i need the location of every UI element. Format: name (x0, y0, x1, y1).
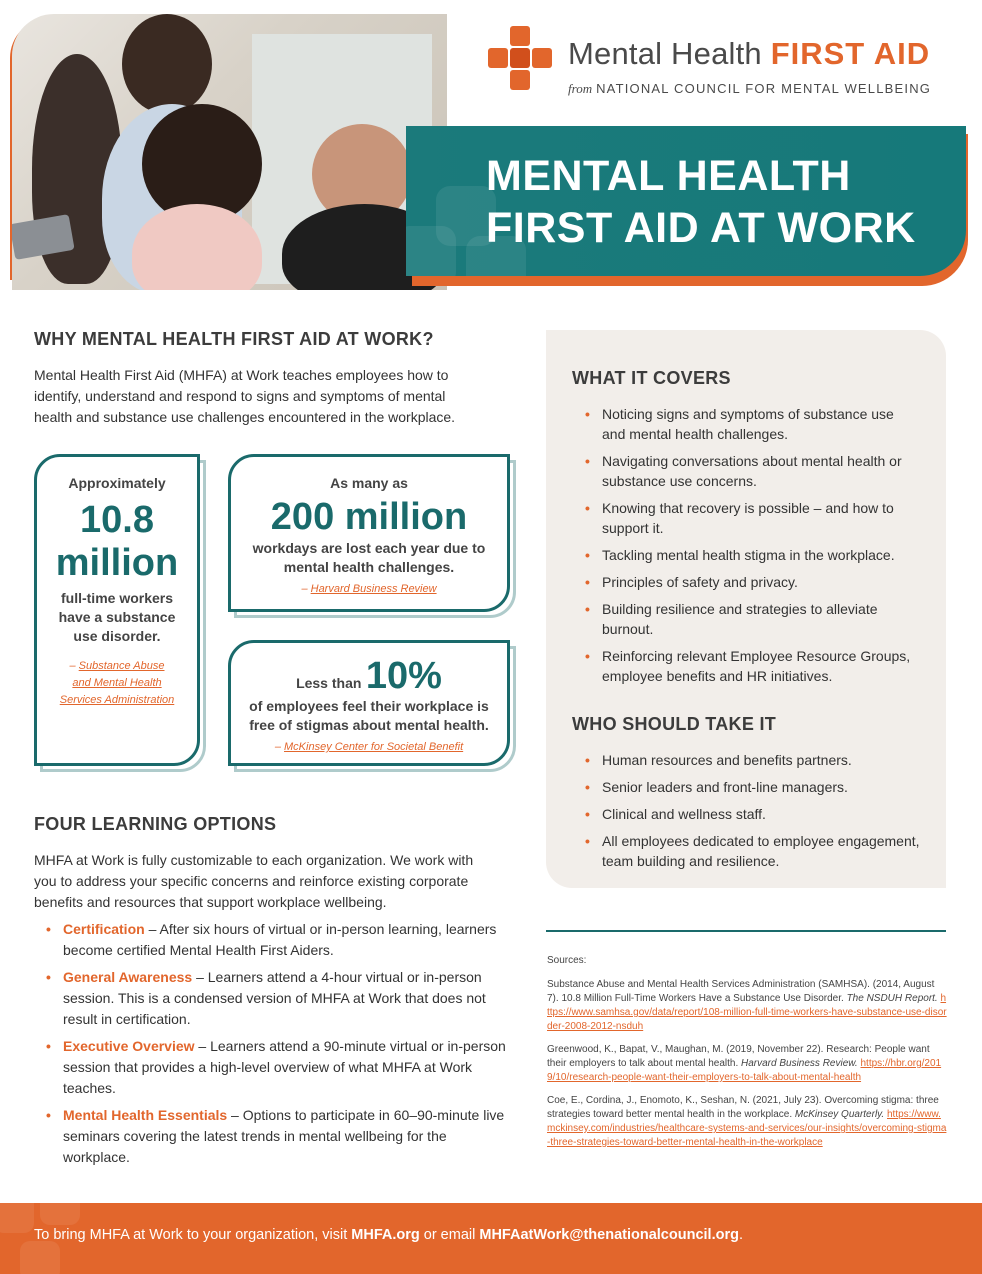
logo-from: from (568, 81, 593, 96)
covers-item: • Reinforcing relevant Employee Resource Groups, employee benefits and HR initiatives. (580, 646, 920, 686)
covers-heading: WHAT IT COVERS (572, 368, 731, 388)
source-2-text: Greenwood, K., Bapat, V., Maughan, M. (2019, November 22). Research: People want their employers to talk about mental health. (547, 1044, 930, 1069)
footer-site-link[interactable]: MHFA.org (351, 1227, 420, 1243)
covers-item: • Navigating conversations about mental health or substance use concerns. (580, 451, 920, 491)
source-3-text: Coe, E., Cordina, J., Enomoto, K., Seshan, N. (2021, July 23). Overcoming stigma: three strategies toward better mental health in the workplace. (547, 1095, 939, 1120)
footer-post: . (738, 1227, 743, 1243)
option-text: – Learners attend a 4-hour virtual or in-person session. This is a condensed version of MHFA at Work that does not result in certification. (63, 969, 486, 1027)
logo-subtitle (568, 81, 931, 97)
stat-2-description (231, 539, 507, 577)
stat-2-desc-line-2: mental health challenges. (283, 559, 455, 575)
stat-1-source-line-1[interactable]: Substance Abuse (78, 660, 165, 672)
footer-pre: To bring MHFA at Work to your organization, visit (34, 1227, 352, 1243)
stat-3-source[interactable]: – McKinsey Center for Societal Benefit (274, 741, 464, 753)
stat-1-desc-line-2: have a substance (58, 609, 176, 625)
title-line-1: MENTAL HEALTH (486, 152, 851, 200)
why-line-1: Mental Health First Aid (MHFA) at Work teaches employees how to (34, 367, 449, 383)
header-photo (12, 14, 447, 290)
sources-block (547, 954, 947, 1159)
stat-2-source-link[interactable]: Harvard Business Review (310, 583, 437, 595)
stat-1-desc-line-1: full-time workers (60, 590, 174, 606)
option-item (46, 919, 516, 961)
logo-name-part1: Mental Health (568, 36, 771, 71)
why-paragraph (34, 365, 514, 428)
covers-item: • Building resilience and strategies to alleviate burnout. (580, 599, 920, 639)
stat-3-headline (231, 655, 507, 697)
source-3-publication: McKinsey Quarterly. (794, 1109, 885, 1120)
who-heading: WHO SHOULD TAKE IT (572, 714, 777, 734)
covers-item: • Noticing signs and symptoms of substance use and mental health challenges. (580, 404, 920, 444)
options-line-1: MHFA at Work is fully customizable to each organization. We work with (34, 852, 474, 868)
stat-1-source[interactable]: – Substance Abuse and Mental Health Services Administration (59, 660, 175, 706)
options-list (46, 919, 516, 1174)
option-name: Executive Overview (63, 1038, 195, 1054)
source-2-publication: Harvard Business Review. (741, 1058, 858, 1069)
options-heading: FOUR LEARNING OPTIONS (34, 814, 277, 834)
stat-3-source-link[interactable]: McKinsey Center for Societal Benefit (284, 741, 464, 753)
option-item (46, 1036, 516, 1099)
option-text: – Learners attend a 90-minute virtual or in-person session that provides a high-level overview of what MHFA at Work teaches. (63, 1038, 506, 1096)
options-line-2: you to address your specific concerns and reinforce existing corporate (34, 873, 469, 889)
source-1-link[interactable]: https://www.samhsa.gov/data/report/108-million-full-time-workers-have-substance-use-disorder-2008-2012-nsduh (547, 993, 947, 1032)
logo-name (568, 36, 930, 72)
who-item: • Senior leaders and front-line managers. (580, 777, 920, 797)
option-text: – After six hours of virtual or in-person learning, learners become certified Mental Health First Aiders. (63, 921, 497, 958)
options-line-3: benefits and resources that support workplace wellbeing. (34, 894, 387, 910)
page-title (486, 150, 956, 254)
source-2-link[interactable]: https://hbr.org/2019/10/research-people-want-their-employers-to-talk-about-mental-health (547, 1058, 942, 1083)
stat-3-desc-line-1: of employees feel their workplace is (249, 698, 489, 714)
footer-bar (0, 1203, 982, 1274)
sources-divider (546, 930, 946, 932)
stat-card-3 (228, 640, 510, 766)
covers-item: • Principles of safety and privacy. (580, 572, 920, 592)
stat-card-2 (228, 454, 510, 612)
stat-1-prefix: Approximately (68, 475, 166, 491)
source-item (547, 1043, 947, 1085)
options-paragraph (34, 850, 524, 913)
covers-item: • Tackling mental health stigma in the workplace. (580, 545, 920, 565)
stat-1-source-line-2[interactable]: and Mental Health (72, 677, 162, 689)
option-item (46, 1105, 516, 1168)
source-3-link[interactable]: https://www.mckinsey.com/industries/healthcare-systems-and-services/our-insights/overcoming-stigma-three-strategies-toward-better-mental-health-in-the-workplace (547, 1109, 947, 1148)
stat-2-source[interactable]: – Harvard Business Review (301, 583, 437, 595)
covers-list (580, 404, 920, 693)
stat-3-desc-line-2: free of stigmas about mental health. (249, 717, 489, 733)
option-item (46, 967, 516, 1030)
stat-card-1 (34, 454, 200, 766)
why-line-2: identify, understand and respond to signs and symptoms of mental (34, 388, 446, 404)
stat-3-value: 10% (365, 655, 442, 697)
option-name: Certification (63, 921, 145, 937)
option-text: – Options to participate in 60–90-minute live seminars covering the latest trends in mental wellbeing for the workplace. (63, 1107, 505, 1165)
why-line-3: health and substance use challenges encountered in the workplace. (34, 409, 456, 425)
footer-cta (34, 1227, 743, 1243)
sources-label: Sources: (547, 955, 587, 966)
footer-email-link[interactable]: MHFAatWork@thenationalcouncil.org (479, 1227, 739, 1243)
logo-name-part2: FIRST AID (770, 36, 931, 71)
source-1-text: Substance Abuse and Mental Health Services Administration (SAMHSA). (2014, August 7). 10.8 Million Full-Time Workers Have a Substance Use Disorder. (547, 979, 935, 1004)
stat-2-value: 200 million (270, 496, 468, 538)
stat-2-prefix: As many as (330, 475, 408, 491)
stat-1-desc-line-3: use disorder. (73, 628, 161, 644)
who-list (580, 750, 920, 878)
mhfa-logo (488, 26, 958, 106)
source-1-publication: The NSDUH Report. (846, 993, 938, 1004)
title-line-2: FIRST AID AT WORK (486, 204, 916, 252)
info-panel (546, 330, 946, 888)
footer-mid: or email (419, 1227, 480, 1243)
source-item (547, 1094, 947, 1150)
why-heading: WHY MENTAL HEALTH FIRST AID AT WORK? (34, 329, 434, 349)
stat-1-value-line-1: 10.8 (80, 499, 154, 541)
stat-1-source-line-3[interactable]: Services Administration (59, 694, 175, 706)
cross-logo-icon (488, 26, 552, 90)
who-item: • Human resources and benefits partners. (580, 750, 920, 770)
stat-3-description (231, 697, 507, 735)
logo-org: NATIONAL COUNCIL FOR MENTAL WELLBEING (596, 81, 932, 96)
covers-item: • Knowing that recovery is possible – and how to support it. (580, 498, 920, 538)
option-name: Mental Health Essentials (63, 1107, 228, 1123)
who-item: • All employees dedicated to employee engagement, team building and resilience. (580, 831, 920, 871)
stat-3-prefix: Less than (296, 675, 362, 691)
option-name: General Awareness (63, 969, 193, 985)
source-item (547, 978, 947, 1034)
stat-1-description (37, 589, 197, 646)
stat-1-value-line-2: million (55, 542, 179, 584)
stat-2-desc-line-1: workdays are lost each year due to (252, 540, 486, 556)
who-item: • Clinical and wellness staff. (580, 804, 920, 824)
